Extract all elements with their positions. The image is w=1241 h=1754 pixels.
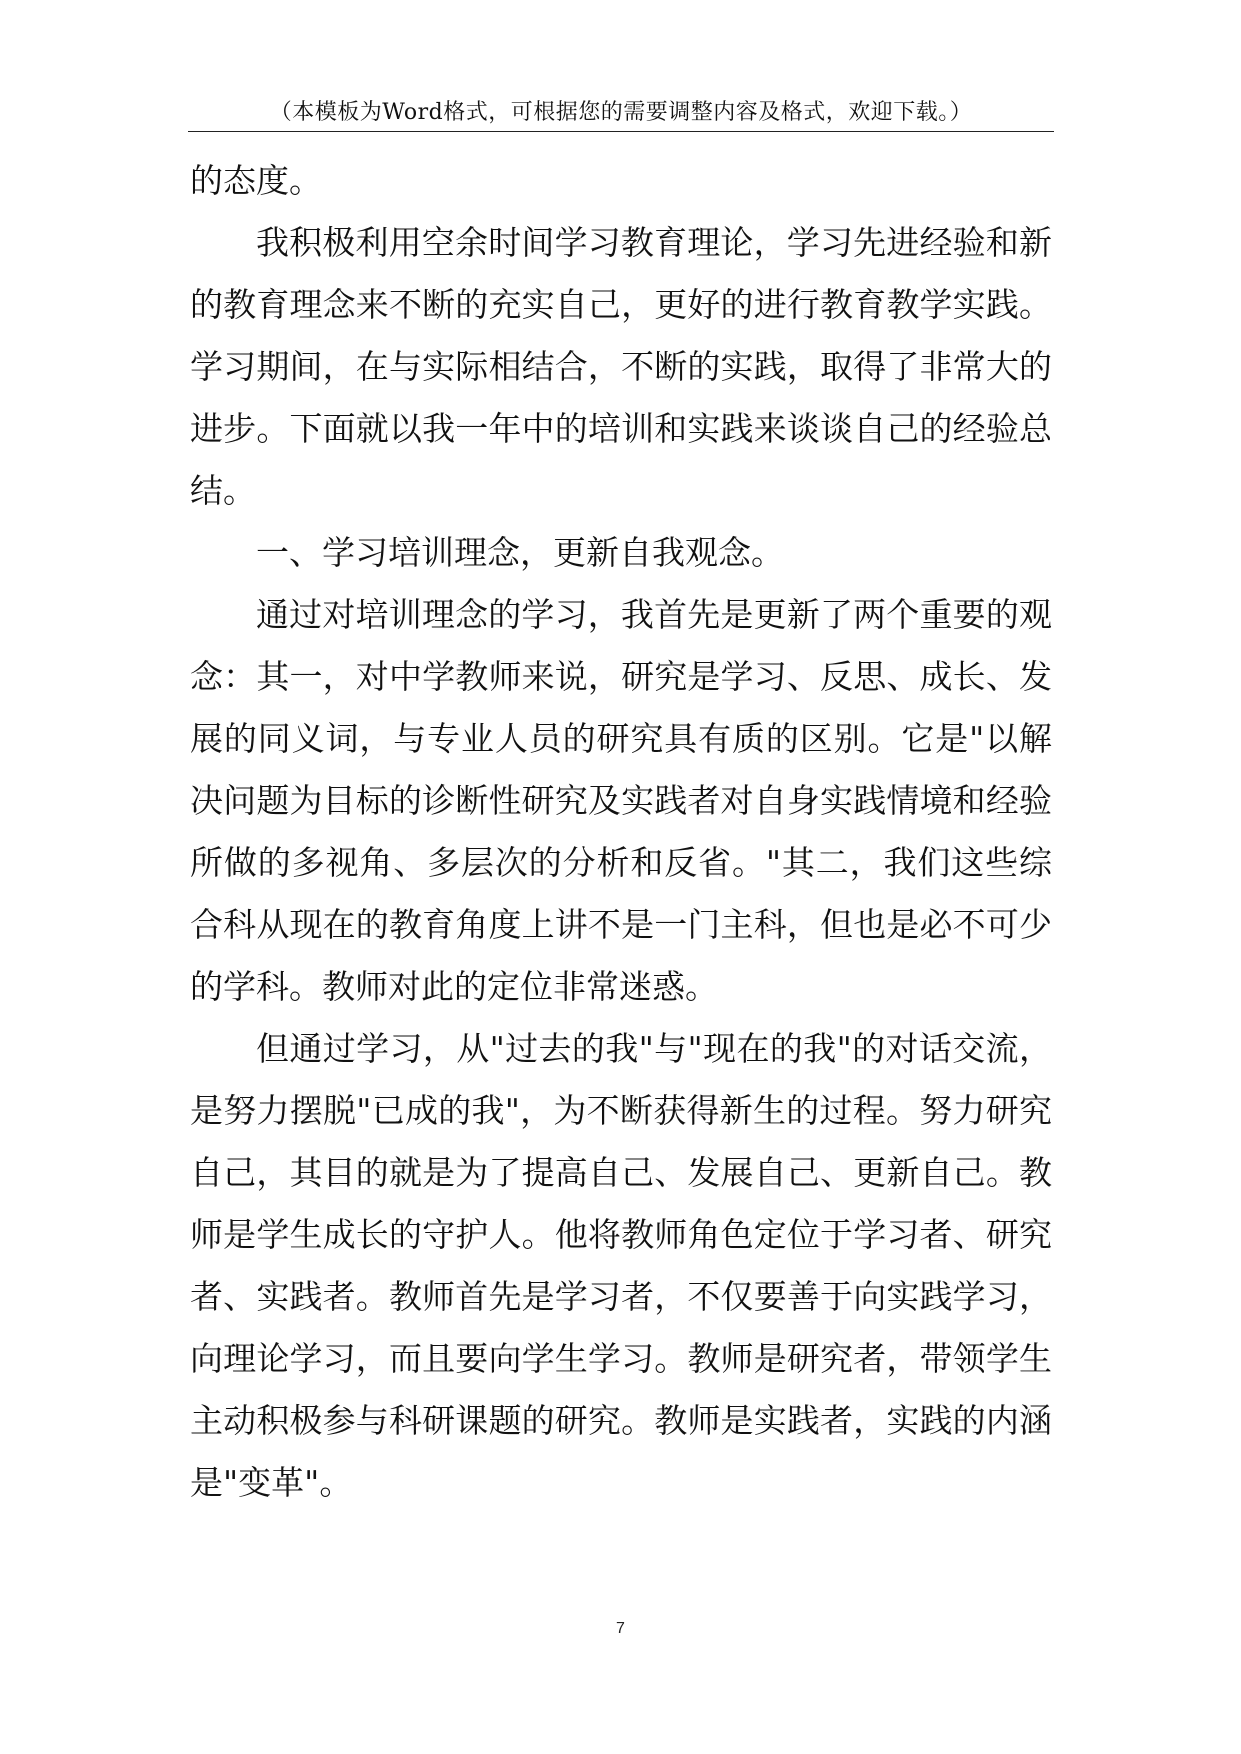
paragraph-continuation: 的态度。 <box>190 161 322 200</box>
section-heading: 一、学习培训理念，更新自我观念。 <box>256 533 784 572</box>
document-body <box>190 150 1052 1514</box>
page-header-note: （本模板为Word格式，可根据您的需要调整内容及格式，欢迎下载。） <box>269 100 973 125</box>
paragraph-teacher-role: 但通过学习，从"过去的我"与"现在的我"的对话交流，是努力摆脱"已成的我"，为不断获得新生的过程。努力研究自己，其目的就是为了提高自己、发展自己、更新自己。教师是学生成长的守护人。他将教师角色定位于学习者、研究者、实践者。教师首先是学习者，不仅要善于向实践学习，向理论学习，而且要向学生学习。教师是研究者，带领学生主动积极参与科研课题的研究。教师是实践者，实践的内涵是"变革"。 <box>190 1029 1052 1502</box>
paragraph-concepts: 通过对培训理念的学习，我首先是更新了两个重要的观念：其一，对中学教师来说，研究是学习、反思、成长、发展的同义词，与专业人员的研究具有质的区别。它是"以解决问题为目标的诊断性研究及实践者对自身实践情境和经验所做的多视角、多层次的分析和反省。"其二，我们这些综合科从现在的教育角度上讲不是一门主科，但也是必不可少的学科。教师对此的定位非常迷惑。 <box>190 595 1052 1006</box>
page-number: 7 <box>616 1620 625 1637</box>
header-divider <box>188 131 1054 132</box>
paragraph-intro: 我积极利用空余时间学习教育理论，学习先进经验和新的教育理念来不断的充实自己，更好的进行教育教学实践。学习期间，在与实际相结合，不断的实践，取得了非常大的进步。下面就以我一年中的培训和实践来谈谈自己的经验总结。 <box>190 223 1052 510</box>
